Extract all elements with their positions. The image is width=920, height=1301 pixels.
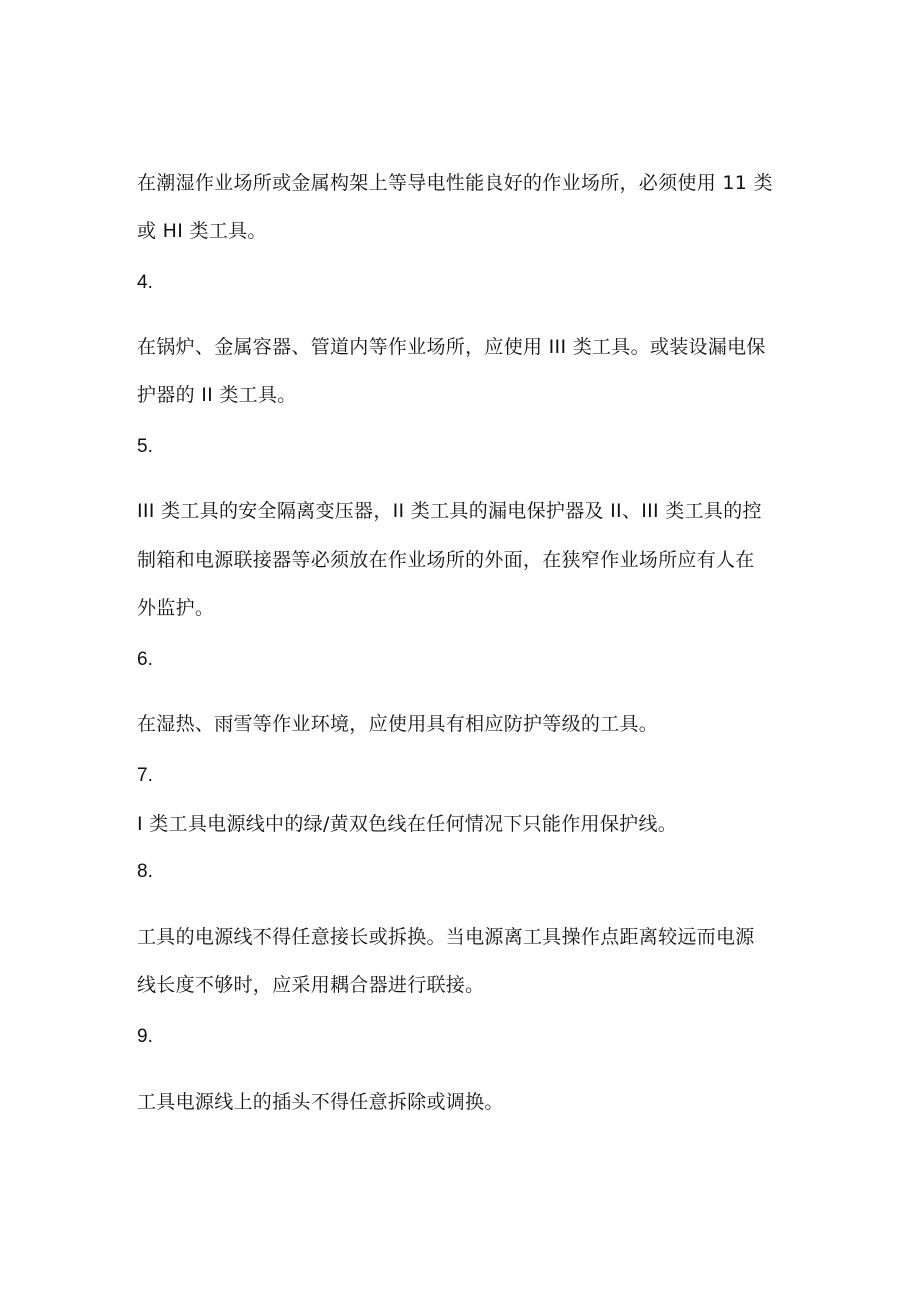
item-8-number: 8. — [137, 861, 153, 882]
item-3-text-line-2: 或 HI 类工具。 — [137, 220, 267, 242]
item-4-text-line-1: 在锅炉、金属容器、管道内等作业场所，应使用 III 类工具。或装设漏电保 — [137, 336, 766, 358]
item-9-number: 9. — [137, 1026, 153, 1047]
item-8-text-line-1: 工具的电源线不得任意接长或拆换。当电源离工具操作点距离较远而电源 — [137, 926, 755, 948]
item-4-text-line-2: 护器的 II 类工具。 — [137, 384, 297, 406]
item-7-text-line-1: I 类工具电源线中的绿/黄双色线在任何情况下只能作用保护线。 — [137, 813, 678, 835]
item-6-number: 6. — [137, 649, 153, 670]
item-5-text-line-2: 制箱和电源联接器等必须放在作业场所的外面，在狭窄作业场所应有人在 — [137, 549, 755, 571]
item-6-text-line-1: 在湿热、雨雪等作业环境，应使用具有相应防护等级的工具。 — [137, 713, 659, 735]
item-5-text-line-3: 外监护。 — [137, 597, 215, 619]
item-9-text-line-1: 工具电源线上的插头不得任意拆除或调换。 — [137, 1091, 504, 1113]
item-8-text-line-2: 线长度不够时，应采用耦合器进行联接。 — [137, 974, 485, 996]
item-7-number: 7. — [137, 765, 153, 786]
item-5-number: 5. — [137, 436, 153, 457]
item-5-text-line-1: III 类工具的安全隔离变压器，II 类工具的漏电保护器及 II、III 类工具的控 — [137, 500, 762, 522]
item-3-text-line-1: 在潮湿作业场所或金属构架上等导电性能良好的作业场所，必须使用 11 类 — [137, 172, 773, 194]
item-4-number: 4. — [137, 272, 153, 293]
